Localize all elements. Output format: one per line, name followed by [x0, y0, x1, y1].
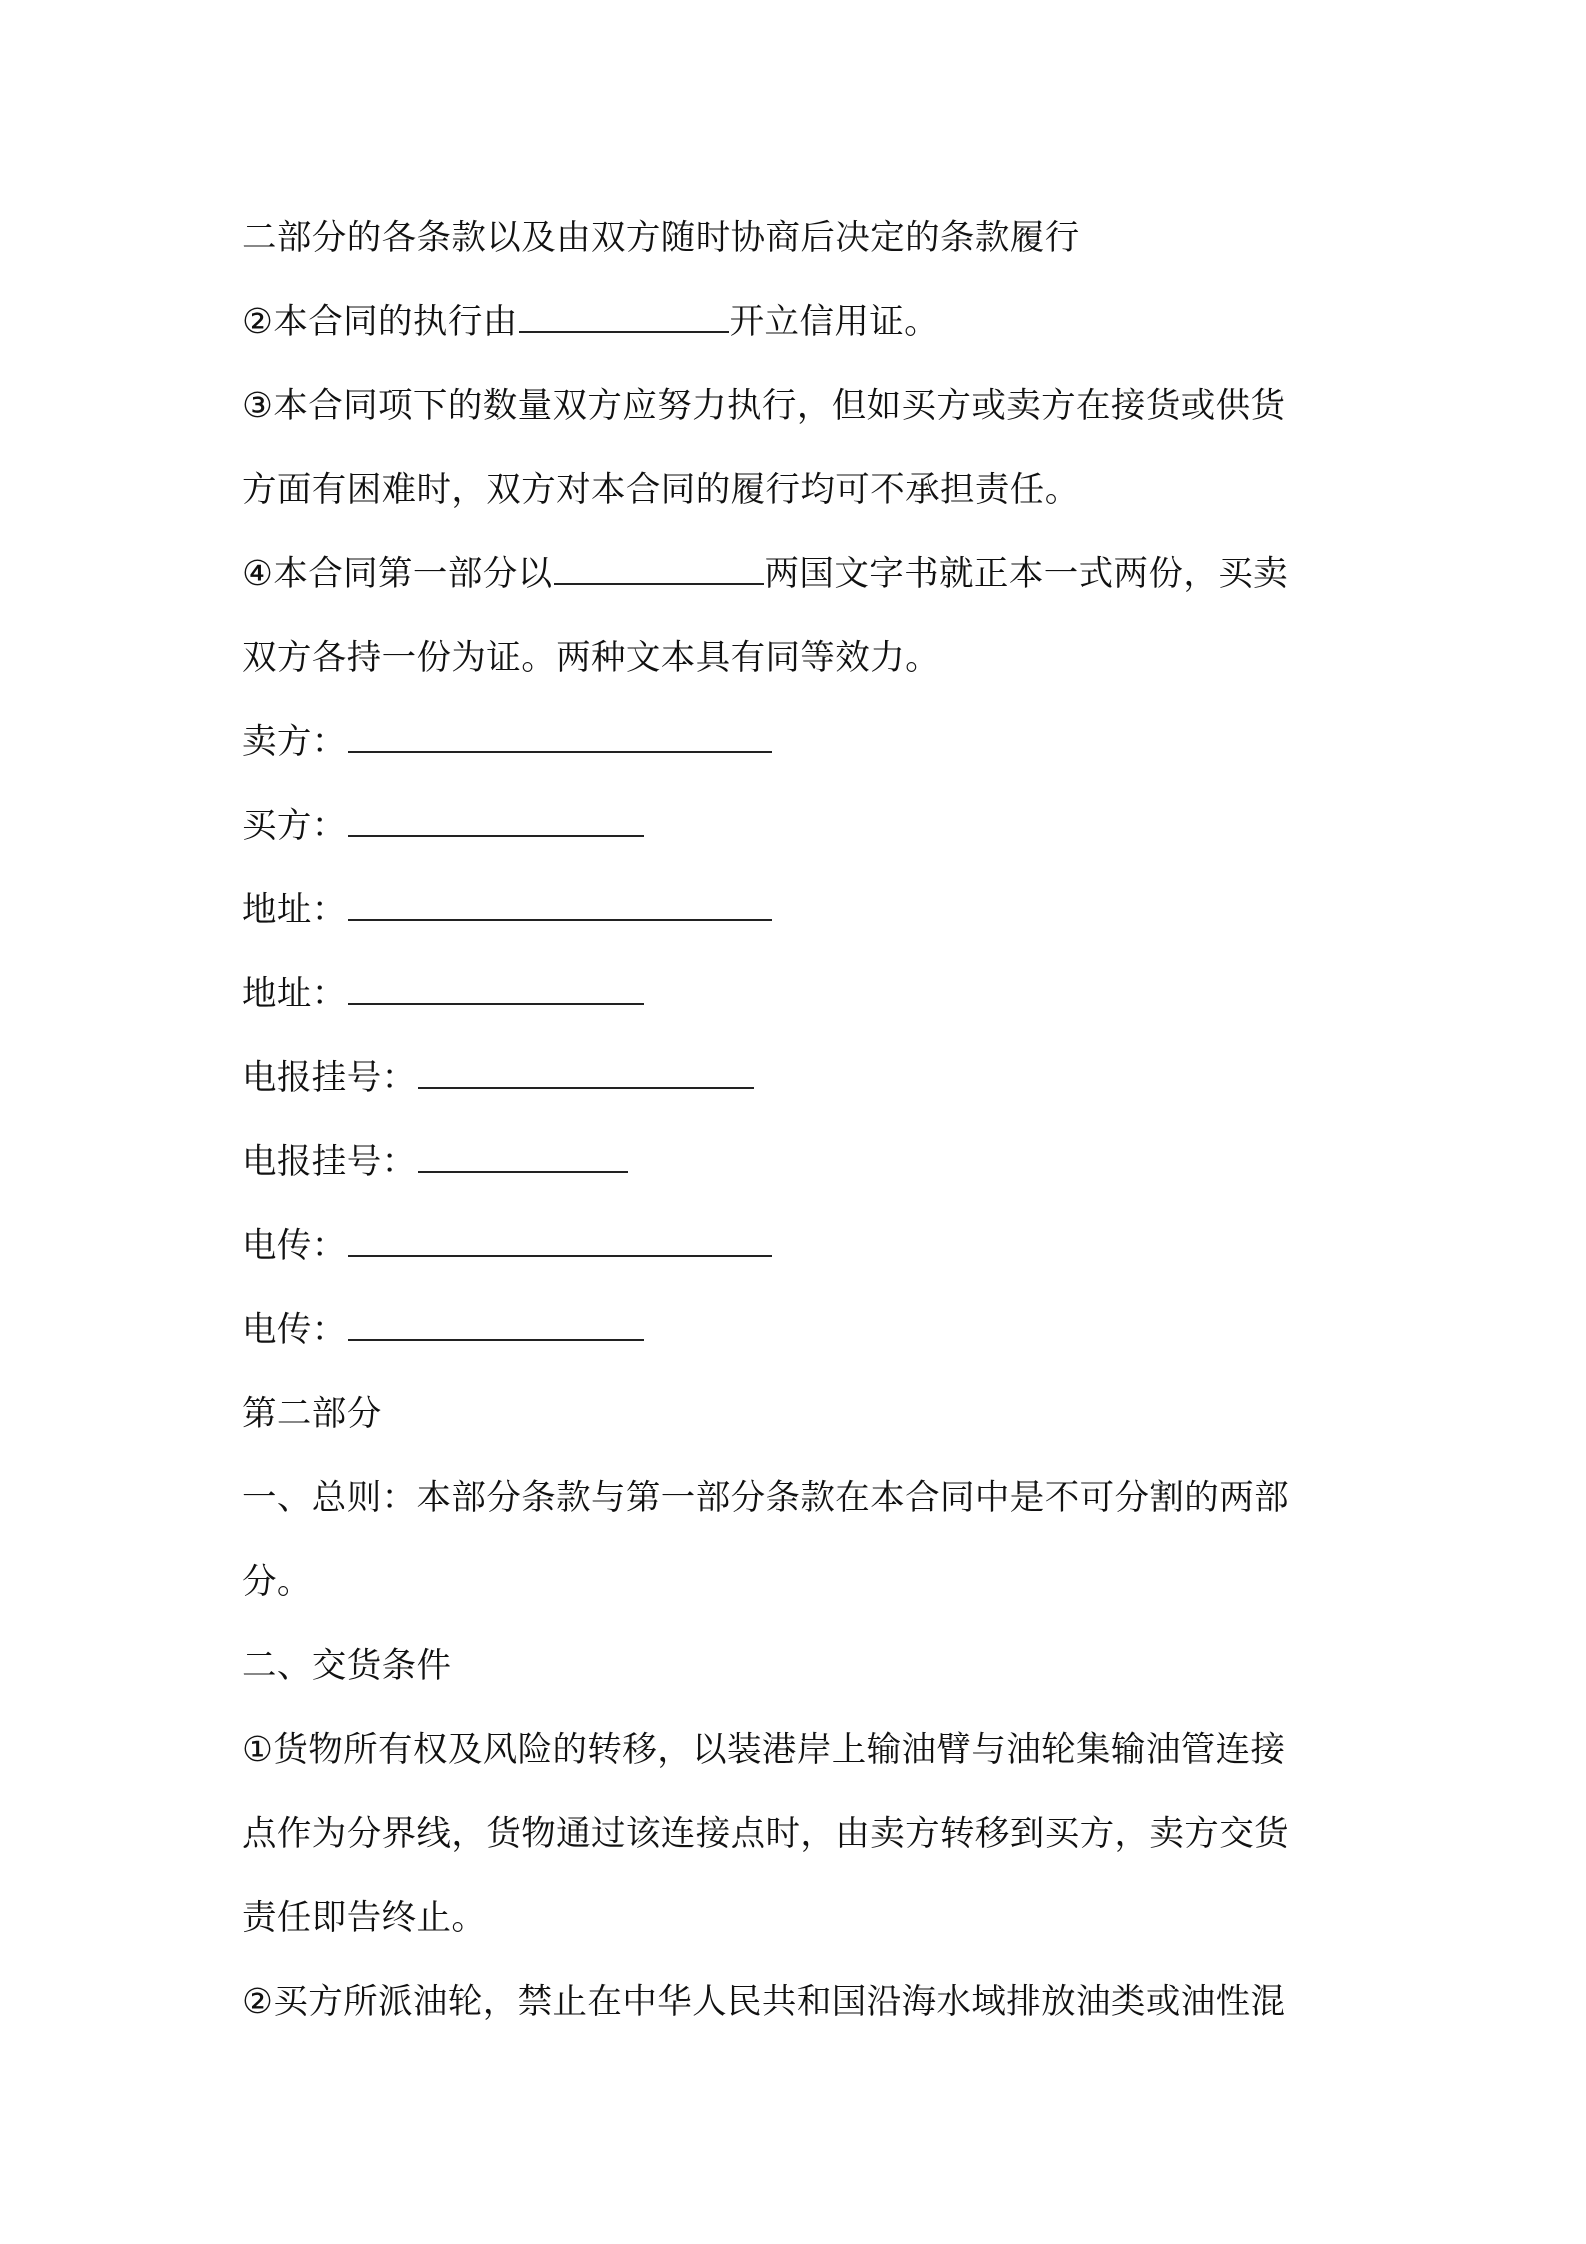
clause-4-line — [242, 532, 1362, 616]
line-text: 分。 — [242, 1562, 312, 1602]
part-two-heading: 第二部分 — [242, 1394, 382, 1434]
delivery-clause-2-line — [242, 1960, 1362, 2044]
buyer-fax-field — [242, 1288, 1362, 1372]
line-text: ①货物所有权及风险的转移，以装港岸上输油臂与油轮集输油管连接 — [242, 1730, 1286, 1770]
clause-3-line — [242, 364, 1362, 448]
line-text: 二部分的各条款以及由双方随时协商后决定的条款履行 — [242, 218, 1080, 258]
delivery-clause-1-line-cont — [242, 1792, 1362, 1876]
clause-4-line-cont — [242, 616, 1362, 700]
clause-2-line — [242, 280, 1362, 364]
line-text: 一、总则：本部分条款与第一部分条款在本合同中是不可分割的两部 — [242, 1478, 1289, 1518]
general-clause-line-cont — [242, 1540, 1362, 1624]
delivery-heading — [242, 1624, 1362, 1708]
buyer-fax-blank[interactable] — [348, 1309, 644, 1341]
seller-address-field — [242, 868, 1362, 952]
seller-blank[interactable] — [348, 721, 772, 753]
buyer-field — [242, 784, 1362, 868]
cable-label: 电报挂号： — [242, 1142, 417, 1182]
seller-field — [242, 700, 1362, 784]
buyer-address-field — [242, 952, 1362, 1036]
seller-fax-blank[interactable] — [348, 1225, 772, 1257]
line-text: ④本合同第一部分以 — [242, 554, 553, 594]
seller-fax-field — [242, 1204, 1362, 1288]
cable-label: 电报挂号： — [242, 1058, 417, 1098]
clause-3-line-cont — [242, 448, 1362, 532]
fax-label: 电传： — [242, 1226, 347, 1266]
document-body — [242, 196, 1362, 2044]
seller-cable-blank[interactable] — [418, 1057, 754, 1089]
delivery-clause-1-line-end — [242, 1876, 1362, 1960]
line-text: ②本合同的执行由 — [242, 302, 518, 342]
section-heading — [242, 1372, 1362, 1456]
buyer-cable-field — [242, 1120, 1362, 1204]
fill-blank-issuer[interactable] — [519, 301, 729, 333]
address-label: 地址： — [242, 974, 347, 1014]
buyer-address-blank[interactable] — [348, 973, 644, 1005]
seller-address-blank[interactable] — [348, 889, 772, 921]
line-text: 双方各持一份为证。两种文本具有同等效力。 — [242, 638, 940, 678]
line-text: 责任即告终止。 — [242, 1898, 487, 1938]
line-text: 点作为分界线，货物通过该连接点时，由卖方转移到买方，卖方交货 — [242, 1814, 1289, 1854]
seller-label: 卖方： — [242, 722, 347, 762]
paragraph-line — [242, 196, 1362, 280]
line-text: ③本合同项下的数量双方应努力执行，但如买方或卖方在接货或供货 — [242, 386, 1286, 426]
buyer-label: 买方： — [242, 806, 347, 846]
seller-cable-field — [242, 1036, 1362, 1120]
line-text: ②买方所派油轮，禁止在中华人民共和国沿海水域排放油类或油性混 — [242, 1982, 1286, 2022]
line-text: 两国文字书就正本一式两份，买卖 — [764, 554, 1289, 594]
address-label: 地址： — [242, 890, 347, 930]
buyer-cable-blank[interactable] — [418, 1141, 628, 1173]
fill-blank-language[interactable] — [554, 553, 764, 585]
line-text: 方面有困难时，双方对本合同的履行均可不承担责任。 — [242, 470, 1080, 510]
delivery-clause-1-line — [242, 1708, 1362, 1792]
fax-label: 电传： — [242, 1310, 347, 1350]
line-text: 开立信用证。 — [729, 302, 940, 342]
buyer-blank[interactable] — [348, 805, 644, 837]
line-text: 二、交货条件 — [242, 1646, 452, 1686]
general-clause-line — [242, 1456, 1362, 1540]
